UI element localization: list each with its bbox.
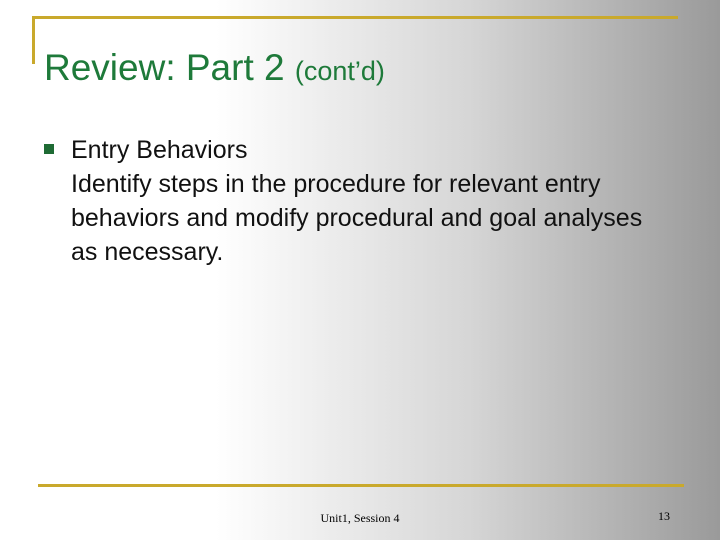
slide-title-main: Review: Part 2 [44,47,285,88]
footer-text: Unit1, Session 4 [320,511,400,525]
frame-top-line [32,16,678,19]
bullet-body: Identify steps in the procedure for relevant entry behaviors and modify procedural and goal analyses as necessary. [71,170,643,266]
frame-left-line [32,16,35,64]
frame-bottom-line [38,484,684,487]
slide-title [44,46,385,93]
slide-title-sub: (cont’d) [294,56,385,86]
square-bullet-icon [44,144,54,154]
bullet-text [71,133,671,269]
bullet-heading: Entry Behaviors [71,136,248,164]
page-number: 13 [658,509,670,523]
slide-footer [0,511,720,526]
